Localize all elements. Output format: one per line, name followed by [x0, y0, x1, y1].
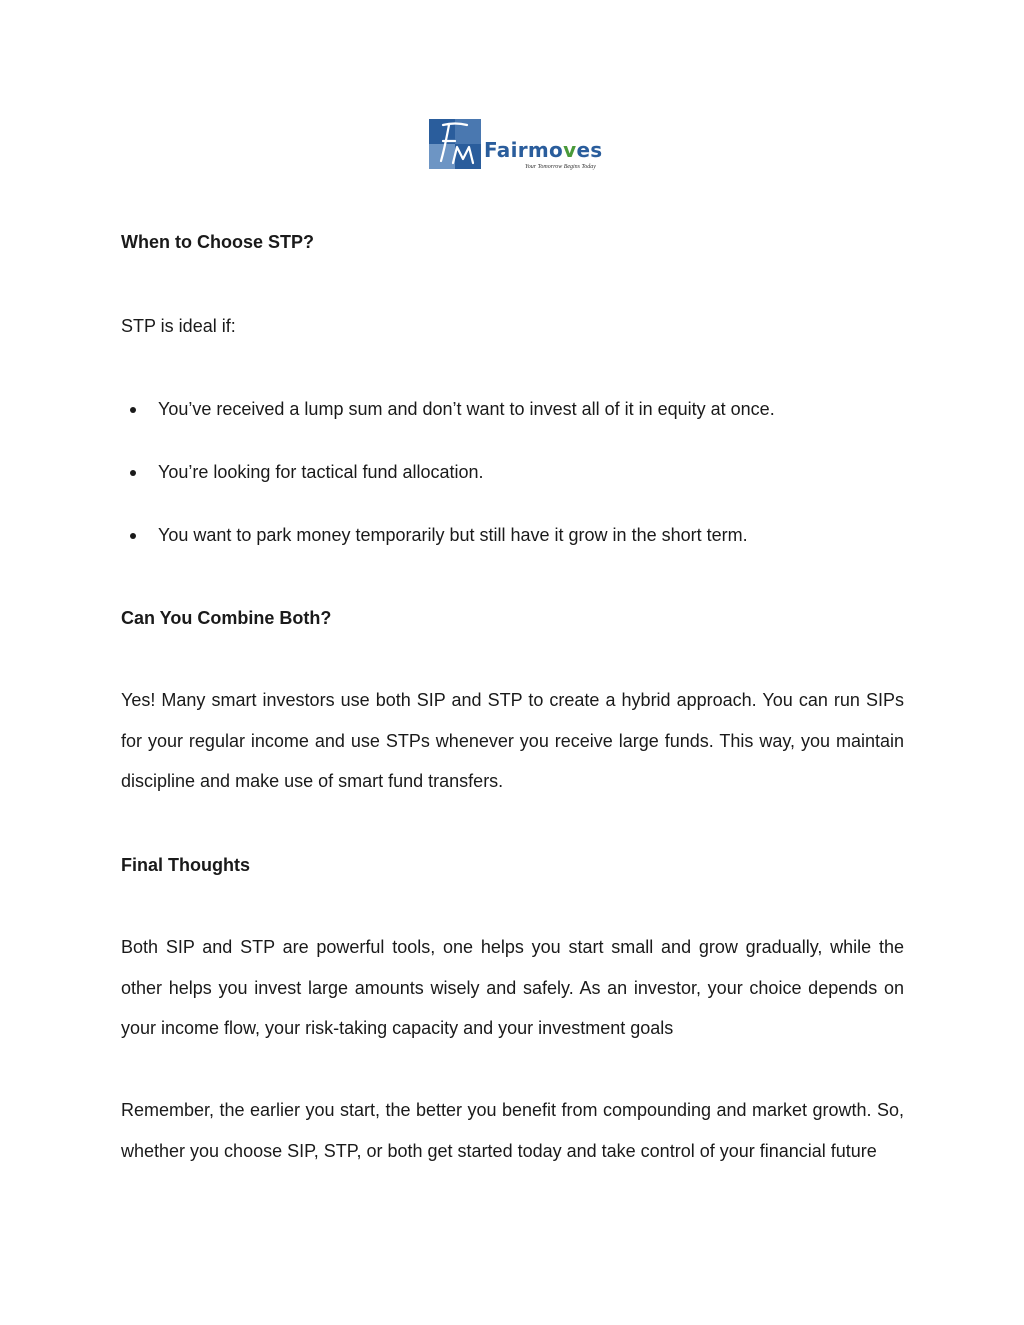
bullet-icon — [130, 407, 136, 413]
fm-monogram-icon — [429, 119, 481, 169]
brand-tagline: Your Tomorrow Begins Today — [525, 164, 596, 170]
heading-combine-both: Can You Combine Both? — [121, 608, 332, 628]
bullet-icon — [130, 533, 136, 539]
brand-name: Fairmoves — [484, 138, 603, 162]
remember-paragraph: Remember, the earlier you start, the better you benefit from compounding and market growth. So, whether you choose SIP, STP, or both get started today and take control of your financial future — [121, 1100, 904, 1161]
heading-when-to-choose-stp: When to Choose STP? — [121, 232, 314, 252]
heading-final-thoughts: Final Thoughts — [121, 855, 250, 875]
stp-intro-text: STP is ideal if: — [121, 316, 236, 336]
company-logo — [429, 119, 603, 175]
bullet-icon — [130, 470, 136, 476]
combine-paragraph: Yes! Many smart investors use both SIP and STP to create a hybrid approach. You can run SIPs for your regular income and use STPs whenever you receive large funds. This way, you maintain discipline and make use of smart fund transfers. — [121, 690, 904, 791]
final-thoughts-paragraph: Both SIP and STP are powerful tools, one helps you start small and grow gradually, while the other helps you invest large amounts wisely and safely. As an investor, your choice depends on your income flow, your risk-taking capacity and your investment goals — [121, 937, 904, 1038]
